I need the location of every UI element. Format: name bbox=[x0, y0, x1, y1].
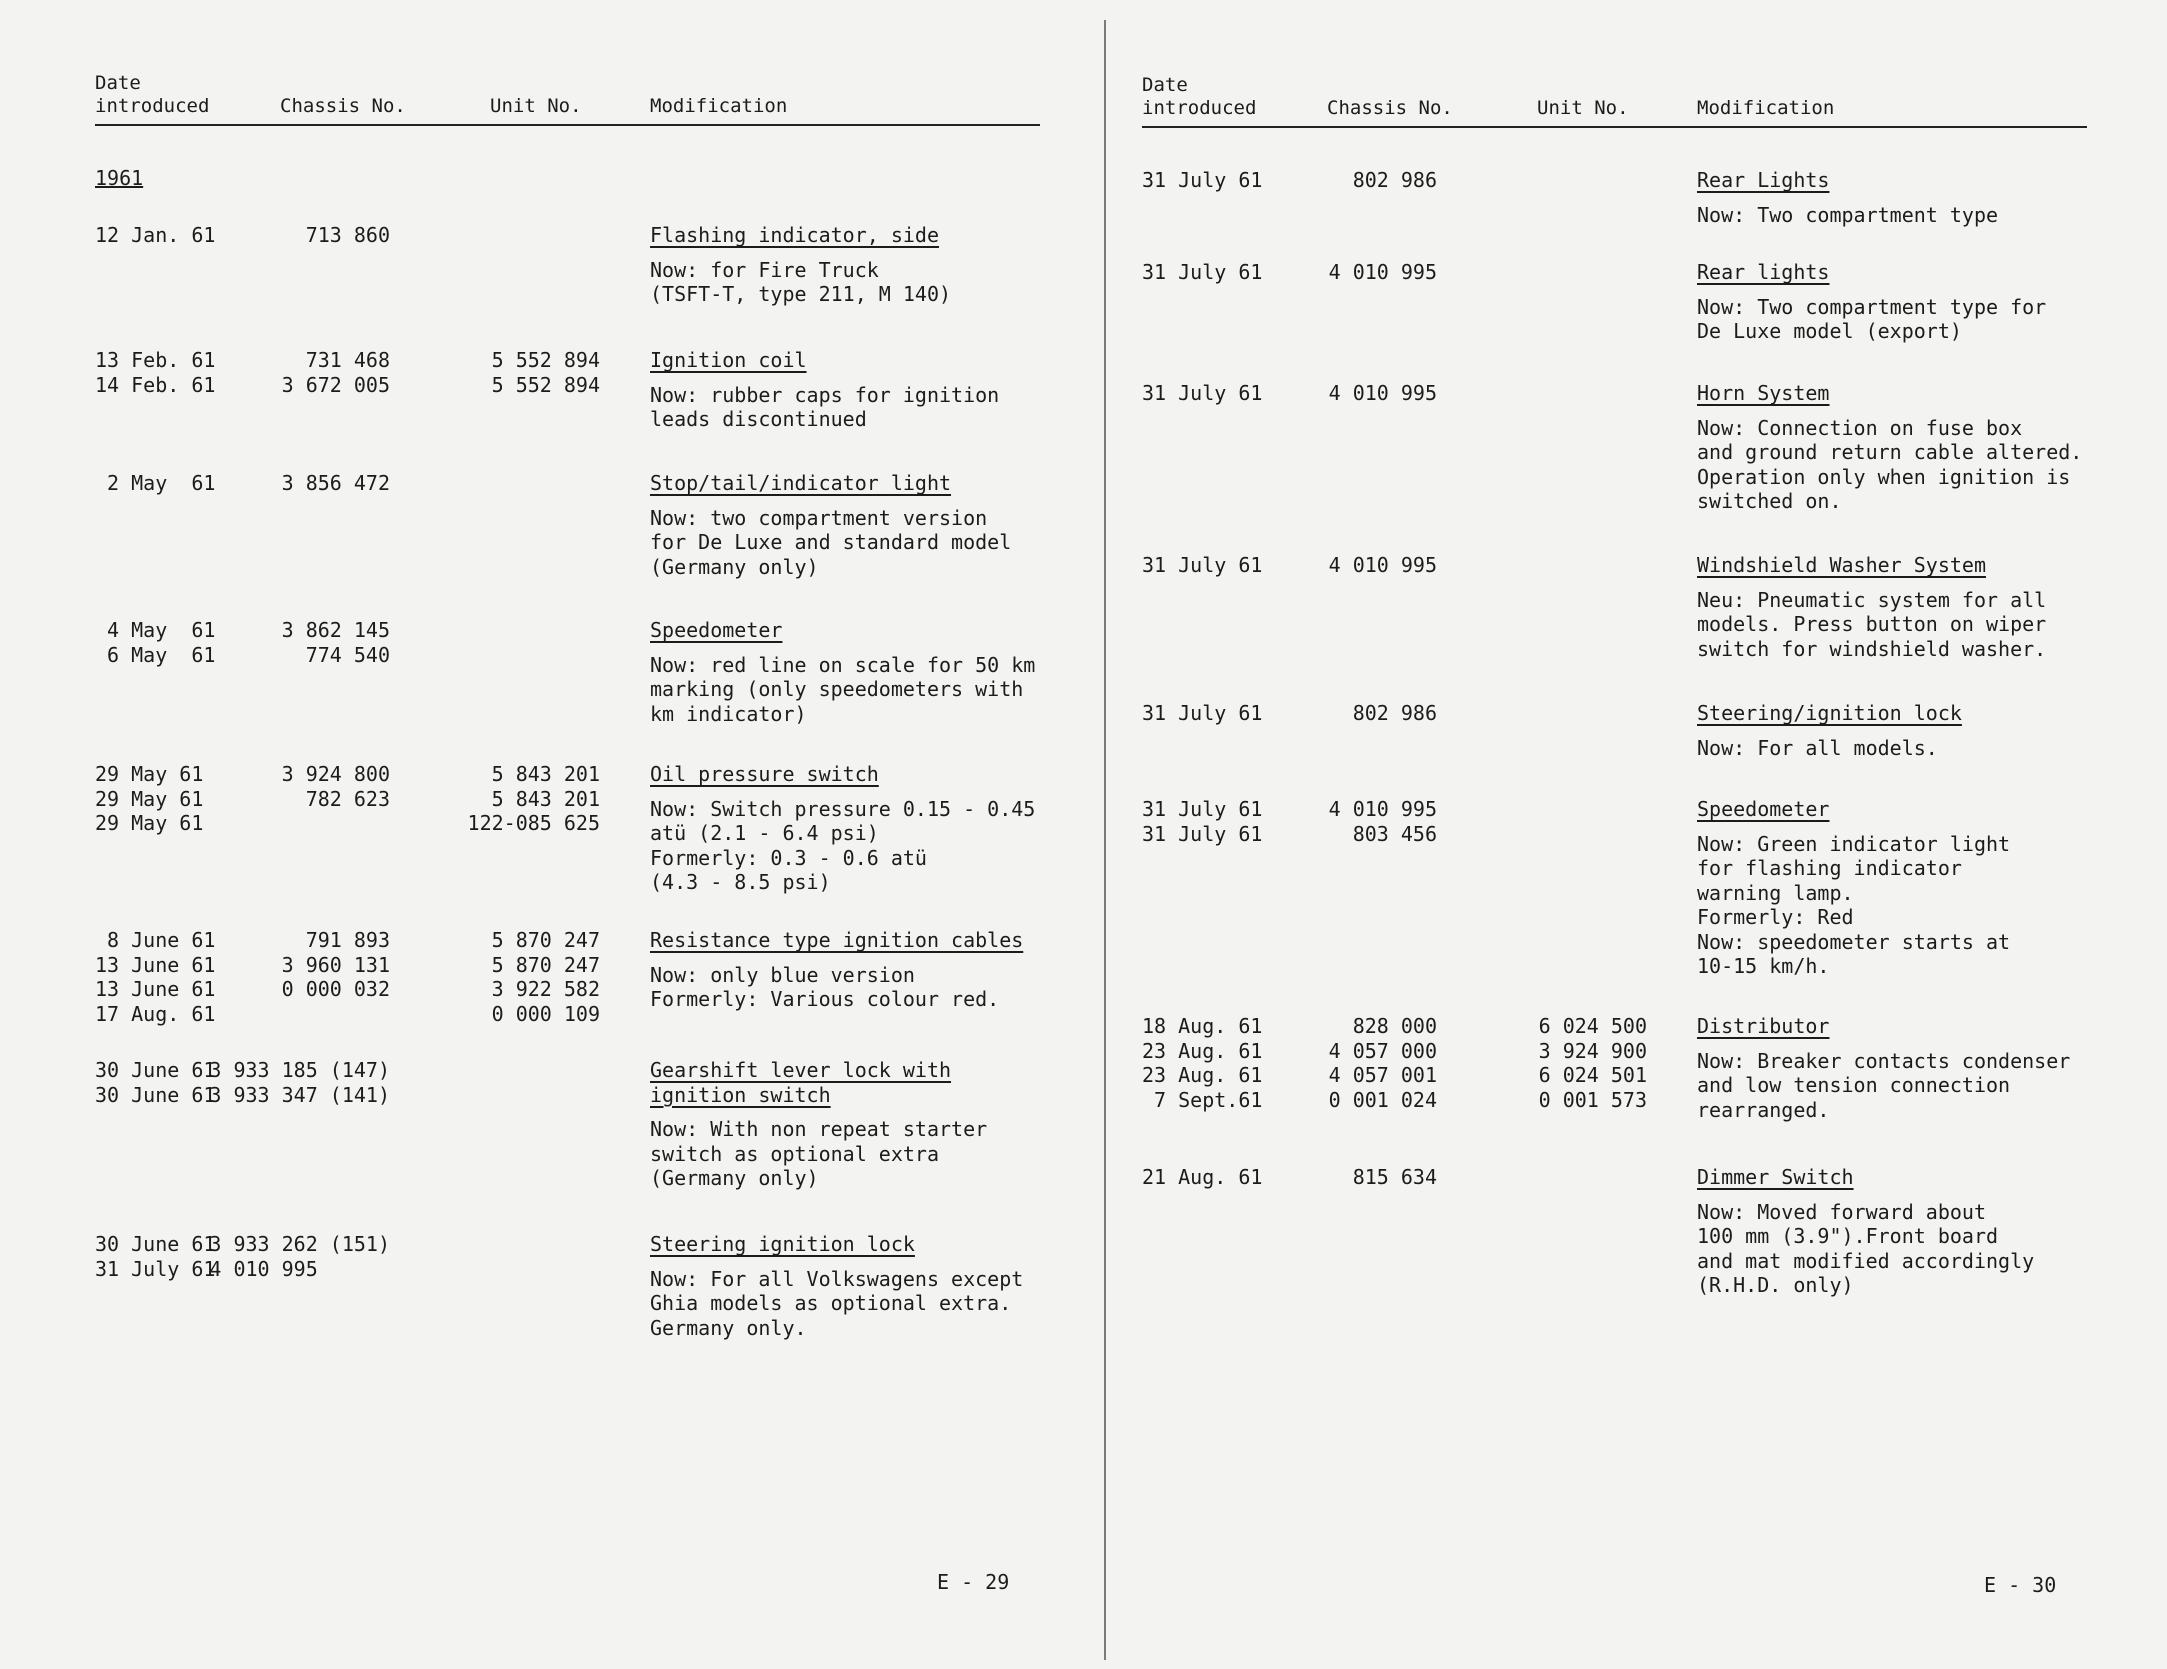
modification-title: Horn System bbox=[1697, 381, 1830, 405]
date-value: 21 Aug. 61 bbox=[1142, 1165, 1263, 1189]
modification-title: Steering ignition lock bbox=[650, 1232, 915, 1256]
unit-value: 0 001 573 bbox=[1538, 1087, 1647, 1112]
chassis-value: 802 986 bbox=[1352, 168, 1437, 192]
chassis-value: 3 672 005 bbox=[281, 372, 390, 397]
date-value: 13 June 61 bbox=[95, 952, 216, 977]
modification-title: Windshield Washer System bbox=[1697, 553, 1986, 577]
unit-value: 3 924 900 bbox=[1538, 1038, 1647, 1063]
modification-title: Speedometer bbox=[1697, 797, 1830, 821]
modification-cell bbox=[1697, 381, 2082, 514]
modification-cell bbox=[650, 223, 951, 307]
chassis-column bbox=[1142, 381, 1437, 406]
chassis-value: 4 010 995 bbox=[1328, 260, 1437, 284]
date-value: 31 July 61 bbox=[1142, 821, 1263, 846]
chassis-column bbox=[95, 1058, 390, 1107]
modification-description: Now: Two compartment type bbox=[1697, 202, 1999, 227]
chassis-value: 4 010 995 bbox=[1328, 797, 1437, 821]
date-value: 23 Aug. 61 bbox=[1142, 1038, 1263, 1063]
date-value: 30 June 61 bbox=[95, 1232, 216, 1256]
chassis-column bbox=[1142, 797, 1437, 846]
chassis-value: 4 057 001 bbox=[1328, 1063, 1437, 1087]
modification-description: Neu: Pneumatic system for all models. Press button on wiper switch for windshield washer. bbox=[1697, 587, 2047, 661]
date-introduced-header: Date introduced bbox=[95, 72, 210, 117]
date-value: 31 July 61 bbox=[95, 1256, 216, 1281]
modification-header: Modification bbox=[650, 95, 788, 117]
modification-cell bbox=[650, 1232, 1023, 1340]
modification-cell bbox=[650, 348, 999, 432]
modification-description: Now: red line on scale for 50 km marking (only speedometers with km indicator) bbox=[650, 652, 1036, 726]
modification-title: Flashing indicator, side bbox=[650, 223, 939, 247]
modification-cell bbox=[650, 928, 1023, 1012]
unit-no-header: Unit No. bbox=[490, 95, 582, 117]
modification-description: Now: two compartment version for De Luxe and standard model (Germany only) bbox=[650, 505, 1012, 579]
chassis-column bbox=[95, 223, 390, 248]
chassis-column bbox=[1142, 168, 1437, 193]
date-value: 29 May 61 bbox=[95, 762, 204, 786]
modification-cell bbox=[1697, 553, 2046, 661]
modification-title: Resistance type ignition cables bbox=[650, 928, 1024, 952]
modification-cell bbox=[1697, 797, 2010, 979]
chassis-value: 815 634 bbox=[1352, 1165, 1437, 1189]
unit-value: 3 922 582 bbox=[491, 977, 600, 1001]
modification-cell bbox=[650, 618, 1035, 726]
modification-title: Gearshift lever lock with ignition switch bbox=[650, 1058, 952, 1107]
modification-description: Now: Breaker contacts condenser and low tension connection rearranged. bbox=[1697, 1048, 2071, 1122]
modification-description: Now: For all Volkswagens except Ghia models as optional extra. Germany only. bbox=[650, 1266, 1024, 1340]
modification-title: Stop/tail/indicator light bbox=[650, 471, 952, 495]
date-value: 31 July 61 bbox=[1142, 797, 1263, 821]
modification-title: Rear Lights bbox=[1697, 168, 1830, 192]
modification-description: Now: for Fire Truck (TSFT-T, type 211, M 140) bbox=[650, 257, 952, 306]
chassis-value: 782 623 bbox=[305, 786, 390, 811]
page-e30 bbox=[1108, 0, 2167, 1669]
chassis-value: 828 000 bbox=[1352, 1014, 1437, 1038]
page-gutter bbox=[1104, 20, 1106, 1660]
modification-title: Distributor bbox=[1697, 1014, 1830, 1038]
modification-cell bbox=[1697, 701, 1962, 760]
modification-description: Now: With non repeat starter switch as optional extra (Germany only) bbox=[650, 1117, 988, 1190]
chassis-value: 731 468 bbox=[305, 348, 390, 372]
modification-title: Steering/ignition lock bbox=[1697, 701, 1962, 725]
date-value: 23 Aug. 61 bbox=[1142, 1063, 1263, 1087]
date-value: 30 June 61 bbox=[95, 1058, 216, 1082]
date-value: 2 May 61 bbox=[95, 471, 216, 495]
modification-description: Now: Connection on fuse box and ground return cable altered. Operation only when ignition is switched on. bbox=[1697, 415, 2083, 513]
table-header bbox=[1142, 66, 2087, 128]
date-value: 31 July 61 bbox=[1142, 701, 1263, 725]
page-number: E - 29 bbox=[937, 1570, 1010, 1594]
date-value: 29 May 61 bbox=[95, 811, 204, 835]
chassis-value: 803 456 bbox=[1352, 821, 1437, 846]
chassis-value: 4 010 995 bbox=[1328, 381, 1437, 405]
date-value: 18 Aug. 61 bbox=[1142, 1014, 1263, 1038]
chassis-no-header: Chassis No. bbox=[280, 95, 406, 117]
chassis-no-header: Chassis No. bbox=[1327, 97, 1453, 119]
date-value: 7 Sept.61 bbox=[1142, 1087, 1263, 1112]
modification-title: Ignition coil bbox=[650, 348, 807, 372]
date-value: 13 Feb. 61 bbox=[95, 348, 216, 372]
date-value: 13 June 61 bbox=[95, 977, 216, 1001]
date-value: 12 Jan. 61 bbox=[95, 223, 216, 247]
unit-value: 122-085 625 bbox=[467, 811, 600, 835]
modification-cell bbox=[650, 762, 1035, 895]
modification-description: Now: Switch pressure 0.15 - 0.45 atü (2.1 - 6.4 psi) Formerly: 0.3 - 0.6 atü (4.3 - 8.5 psi) bbox=[650, 796, 1036, 894]
modification-cell bbox=[650, 471, 1011, 579]
unit-no-header: Unit No. bbox=[1537, 97, 1629, 119]
chassis-value: 4 010 995 bbox=[1328, 553, 1437, 577]
unit-value: 5 552 894 bbox=[491, 348, 600, 372]
chassis-value: 0 000 032 bbox=[281, 977, 390, 1001]
date-value: 31 July 61 bbox=[1142, 553, 1263, 577]
chassis-value: 3 924 800 bbox=[281, 762, 390, 786]
date-value: 17 Aug. 61 bbox=[95, 1001, 216, 1026]
chassis-value: 3 933 185 (147) bbox=[209, 1058, 390, 1082]
unit-column bbox=[95, 348, 600, 397]
chassis-value: 4 010 995 bbox=[209, 1256, 390, 1281]
modification-cell bbox=[1697, 1014, 2070, 1122]
unit-value: 6 024 500 bbox=[1538, 1014, 1647, 1038]
date-value: 29 May 61 bbox=[95, 786, 204, 811]
date-value: 8 June 61 bbox=[95, 928, 216, 952]
date-value: 4 May 61 bbox=[95, 618, 216, 642]
modification-description: Now: Two compartment type for De Luxe model (export) bbox=[1697, 294, 2047, 343]
modification-cell bbox=[1697, 1165, 2034, 1298]
modification-title: Dimmer Switch bbox=[1697, 1165, 1854, 1189]
date-value: 14 Feb. 61 bbox=[95, 372, 216, 397]
unit-value: 5 552 894 bbox=[491, 372, 600, 397]
unit-column bbox=[95, 762, 600, 836]
modification-cell bbox=[650, 1058, 987, 1191]
chassis-column bbox=[1142, 1165, 1437, 1190]
unit-column bbox=[1142, 1014, 1647, 1112]
table-header bbox=[95, 64, 1040, 126]
modification-header: Modification bbox=[1697, 97, 1835, 119]
date-value: 6 May 61 bbox=[95, 642, 216, 667]
chassis-value: 3 933 347 (141) bbox=[209, 1082, 390, 1107]
chassis-value: 791 893 bbox=[305, 928, 390, 952]
unit-value: 6 024 501 bbox=[1538, 1063, 1647, 1087]
chassis-value: 3 960 131 bbox=[281, 952, 390, 977]
page-number: E - 30 bbox=[1984, 1573, 2057, 1597]
date-value: 30 June 61 bbox=[95, 1082, 216, 1107]
chassis-value: 3 856 472 bbox=[281, 471, 390, 495]
unit-value: 5 870 247 bbox=[491, 952, 600, 977]
chassis-value: 713 860 bbox=[305, 223, 390, 247]
date-introduced-header: Date introduced bbox=[1142, 74, 1257, 119]
modification-description: Now: rubber caps for ignition leads discontinued bbox=[650, 382, 1000, 431]
chassis-value: 802 986 bbox=[1352, 701, 1437, 725]
year-heading: 1961 bbox=[95, 166, 144, 190]
modification-description: Now: only blue version Formerly: Various colour red. bbox=[650, 962, 1000, 1011]
modification-cell bbox=[1697, 168, 1998, 227]
chassis-value: 3 933 262 (151) bbox=[209, 1232, 390, 1256]
unit-value: 5 843 201 bbox=[491, 762, 600, 786]
date-value: 31 July 61 bbox=[1142, 168, 1263, 192]
modification-title: Oil pressure switch bbox=[650, 762, 879, 786]
chassis-column bbox=[1142, 701, 1437, 726]
unit-value: 5 870 247 bbox=[491, 928, 600, 952]
unit-value: 5 843 201 bbox=[491, 786, 600, 811]
modification-cell bbox=[1697, 260, 2046, 344]
modification-title: Speedometer bbox=[650, 618, 783, 642]
date-value: 31 July 61 bbox=[1142, 381, 1263, 405]
date-value: 31 July 61 bbox=[1142, 260, 1263, 284]
chassis-column bbox=[1142, 553, 1437, 578]
chassis-value: 774 540 bbox=[305, 642, 390, 667]
chassis-column bbox=[95, 1232, 390, 1281]
modification-title: Rear lights bbox=[1697, 260, 1830, 284]
unit-value: 0 000 109 bbox=[491, 1001, 600, 1026]
chassis-column bbox=[1142, 260, 1437, 285]
chassis-column bbox=[95, 471, 390, 496]
modification-description: Now: For all models. bbox=[1697, 735, 1938, 760]
chassis-value: 3 862 145 bbox=[281, 618, 390, 642]
chassis-value: 4 057 000 bbox=[1328, 1038, 1437, 1063]
modification-description: Now: Green indicator light for flashing indicator warning lamp. Formerly: Red Now: speedometer starts at 10-15 km/h. bbox=[1697, 831, 2011, 978]
chassis-value: 0 001 024 bbox=[1328, 1087, 1437, 1112]
unit-column bbox=[95, 928, 600, 1026]
chassis-column bbox=[95, 618, 390, 667]
modification-description: Now: Moved forward about 100 mm (3.9").Front board and mat modified accordingly (R.H.D. only) bbox=[1697, 1199, 2035, 1297]
